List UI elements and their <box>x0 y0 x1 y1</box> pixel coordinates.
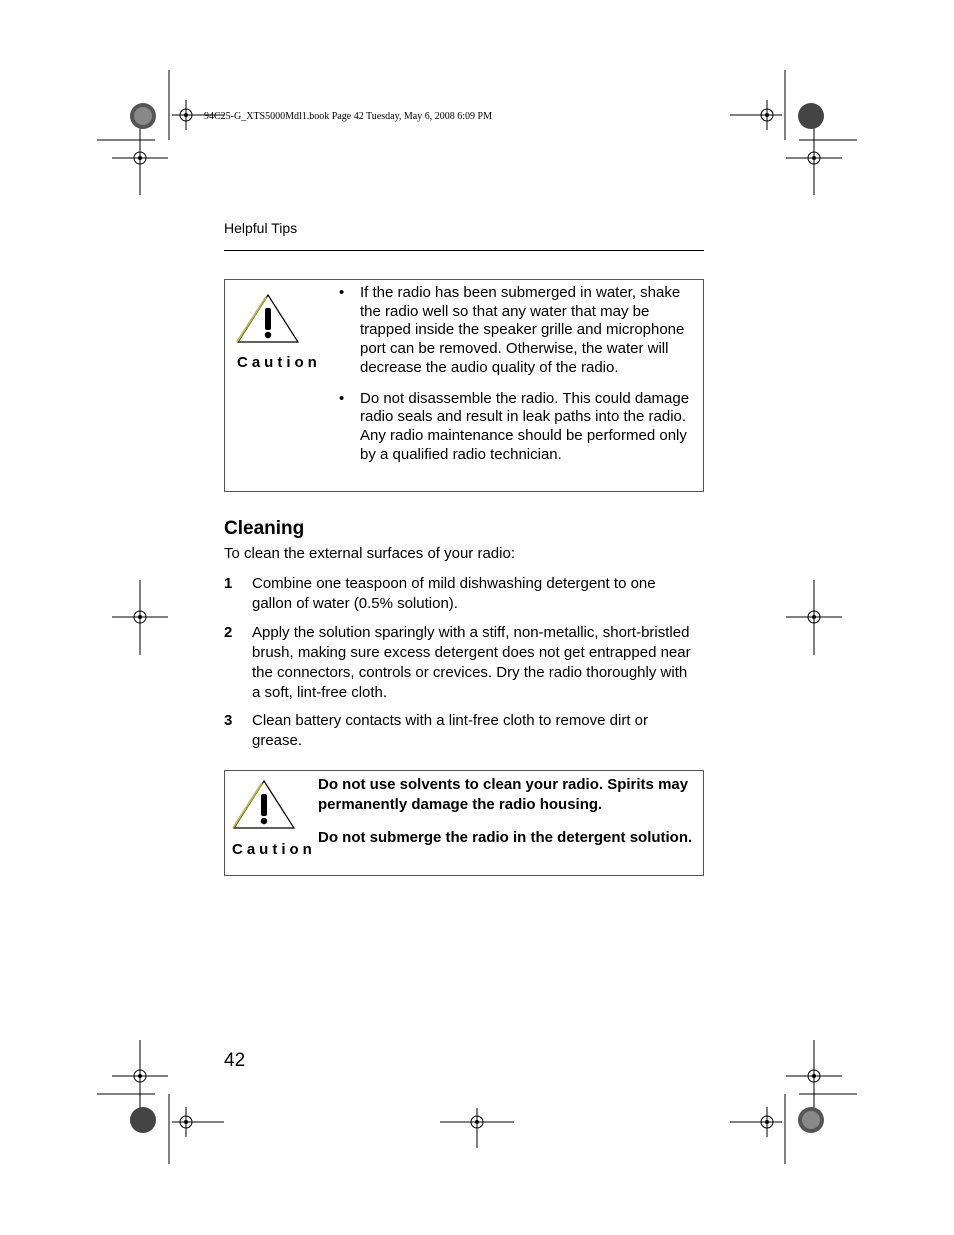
cleaning-intro: To clean the external surfaces of your radio: <box>224 545 515 562</box>
step-1 <box>224 574 694 614</box>
step-number: 2 <box>224 624 233 641</box>
cleaning-heading: Cleaning <box>224 518 305 539</box>
step-3 <box>224 711 694 751</box>
step-number: 3 <box>224 712 233 729</box>
bullet-text: If the radio has been submerged in water, shake the radio well so that any water that may be trapped inside the speaker grille and microphone port can be removed. Otherwise, the water will decrease the audio quality of the radio. <box>360 284 685 376</box>
caution-icon-2 <box>231 778 301 837</box>
caution-bullet <box>339 390 694 465</box>
bullet-dot-icon: • <box>339 389 345 407</box>
caution-bullet-list <box>339 284 694 464</box>
section-header: Helpful Tips <box>224 220 298 236</box>
caution-paragraph: Do not use solvents to clean your radio. Spirits may permanently damage the radio housing. <box>318 776 689 813</box>
step-text: Combine one teaspoon of mild dishwashing detergent to one gallon of water (0.5% solution). <box>252 575 656 612</box>
warning-triangle-icon <box>235 292 301 346</box>
header-rule <box>224 250 704 251</box>
caution-icon-1 <box>235 292 305 351</box>
caution-paragraph: Do not submerge the radio in the detergent solution. <box>318 829 693 846</box>
warning-triangle-icon <box>231 778 297 832</box>
step-text: Apply the solution sparingly with a stiff, non-metallic, short-bristled brush, making sure excess detergent does not get entrapped near the connectors, controls or crevices. Dry the radio thoroughly with a soft, lint-free cloth. <box>252 624 691 701</box>
page-number: 42 <box>224 1050 246 1071</box>
bullet-dot-icon: • <box>339 284 345 301</box>
caution-label-2: Caution <box>232 841 316 858</box>
step-text: Clean battery contacts with a lint-free cloth to remove dirt or grease. <box>252 712 649 749</box>
print-info-line: 94C25-G_XTS5000Mdl1.book Page 42 Tuesday, May 6, 2008 6:09 PM <box>204 111 492 122</box>
step-2 <box>224 623 694 703</box>
caution-2-text <box>318 775 698 848</box>
bullet-text: Do not disassemble the radio. This could damage radio seals and result in leak paths into the radio. Any radio maintenance should be performed only by a qualified radio technician. <box>360 389 690 463</box>
caution-label-1: Caution <box>237 354 321 371</box>
step-number: 1 <box>224 575 233 592</box>
caution-bullet <box>339 284 694 378</box>
